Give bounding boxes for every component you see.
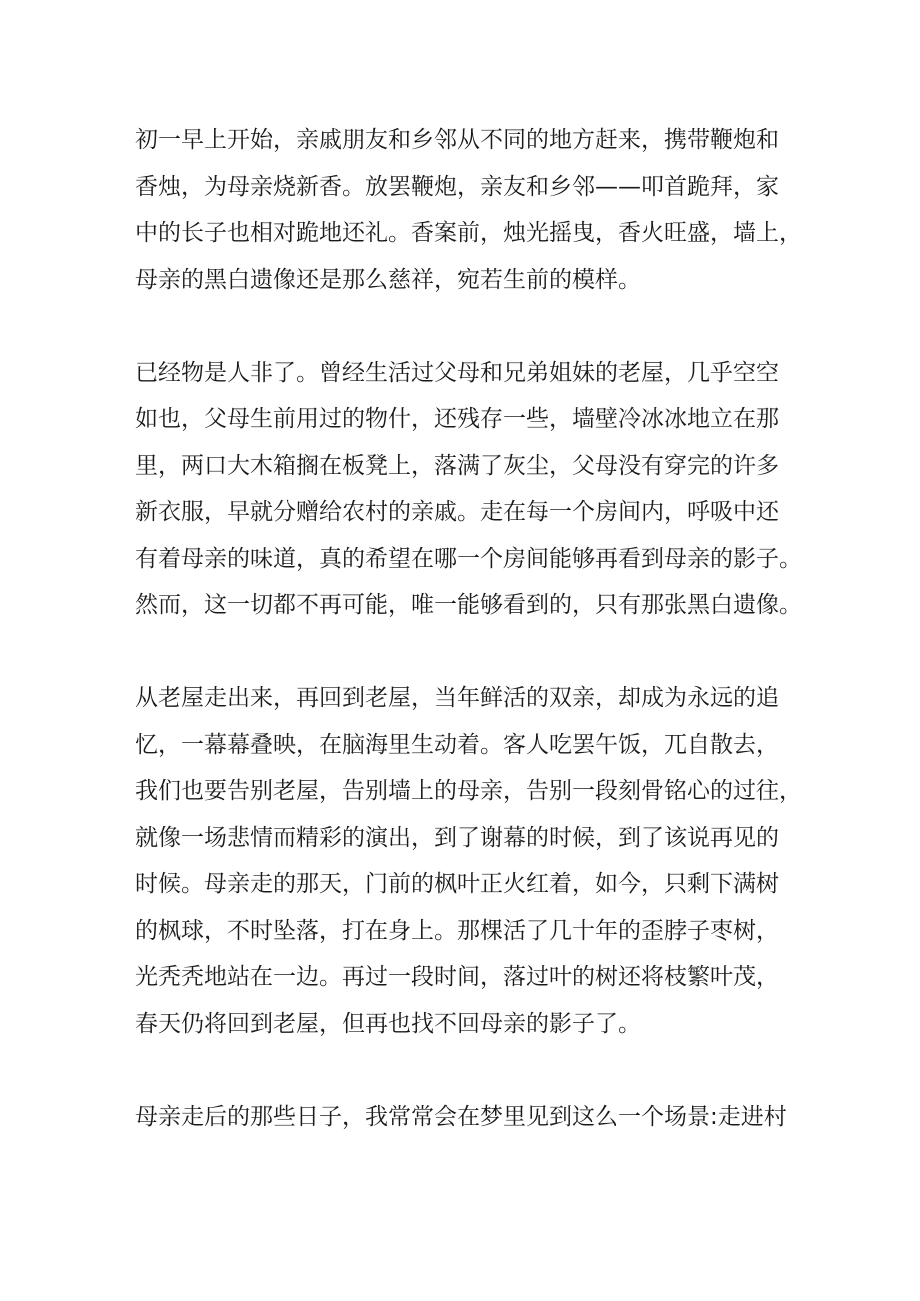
text-line: 的枫球，不时坠落，打在身上。那棵活了几十年的歪脖子枣树，: [135, 917, 779, 944]
text-line: 母亲的黑白遗像还是那么慈祥，宛若生前的模样。: [135, 266, 641, 293]
text-line: 初一早上开始，亲戚朋友和乡邻从不同的地方赶来，携带鞭炮和: [135, 127, 779, 153]
paragraph-1: [135, 117, 805, 303]
paragraph-3: [135, 675, 805, 1047]
text-line: 中的长子也相对跪地还礼。香案前，烛光摇曳，香火旺盛，墙上，: [135, 220, 802, 246]
text-line: 已经物是人非了。曾经生活过父母和兄弟姐妹的老屋，几乎空空: [135, 359, 779, 386]
text-line: 有着母亲的味道，真的希望在哪一个房间能够再看到母亲的影子。: [135, 545, 802, 572]
paragraph-2: [135, 350, 805, 629]
text-line: 新衣服，早就分赠给农村的亲戚。走在每一个房间内，呼吸中还: [135, 499, 779, 525]
text-line: 香烛，为母亲烧新香。放罢鞭炮，亲友和乡邻——叩首跪拜，家: [135, 173, 779, 200]
text-line: 母亲走后的那些日子，我常常会在梦里见到这么一个场景:走进村: [135, 1103, 787, 1130]
text-line: 里，两口大木箱搁在板凳上，落满了灰尘，父母没有穿完的许多: [135, 452, 779, 479]
text-line: 从老屋走出来，再回到老屋，当年鲜活的双亲，却成为永远的追: [135, 685, 779, 711]
text-line: 时候。母亲走的那天，门前的枫叶正火红着，如今，只剩下满树: [135, 871, 779, 897]
text-line: 如也，父母生前用过的物什，还残存一些，墙壁冷冰冰地立在那: [135, 406, 779, 432]
text-line: 然而，这一切都不再可能，唯一能够看到的，只有那张黑白遗像。: [135, 592, 802, 618]
document-page: [135, 117, 805, 1187]
text-line: 就像一场悲情而精彩的演出，到了谢幕的时候，到了该说再见的: [135, 824, 779, 851]
text-line: 春天仍将回到老屋，但再也找不回母亲的影子了。: [135, 1010, 641, 1037]
text-line: 忆，一幕幕叠映，在脑海里生动着。客人吃罢午饭，兀自散去，: [135, 731, 779, 758]
paragraph-4: [135, 1094, 805, 1141]
text-line: 我们也要告别老屋，告别墙上的母亲，告别一段刻骨铭心的过往，: [135, 778, 802, 804]
text-line: 光秃秃地站在一边。再过一段时间，落过叶的树还将枝繁叶茂，: [135, 964, 779, 990]
